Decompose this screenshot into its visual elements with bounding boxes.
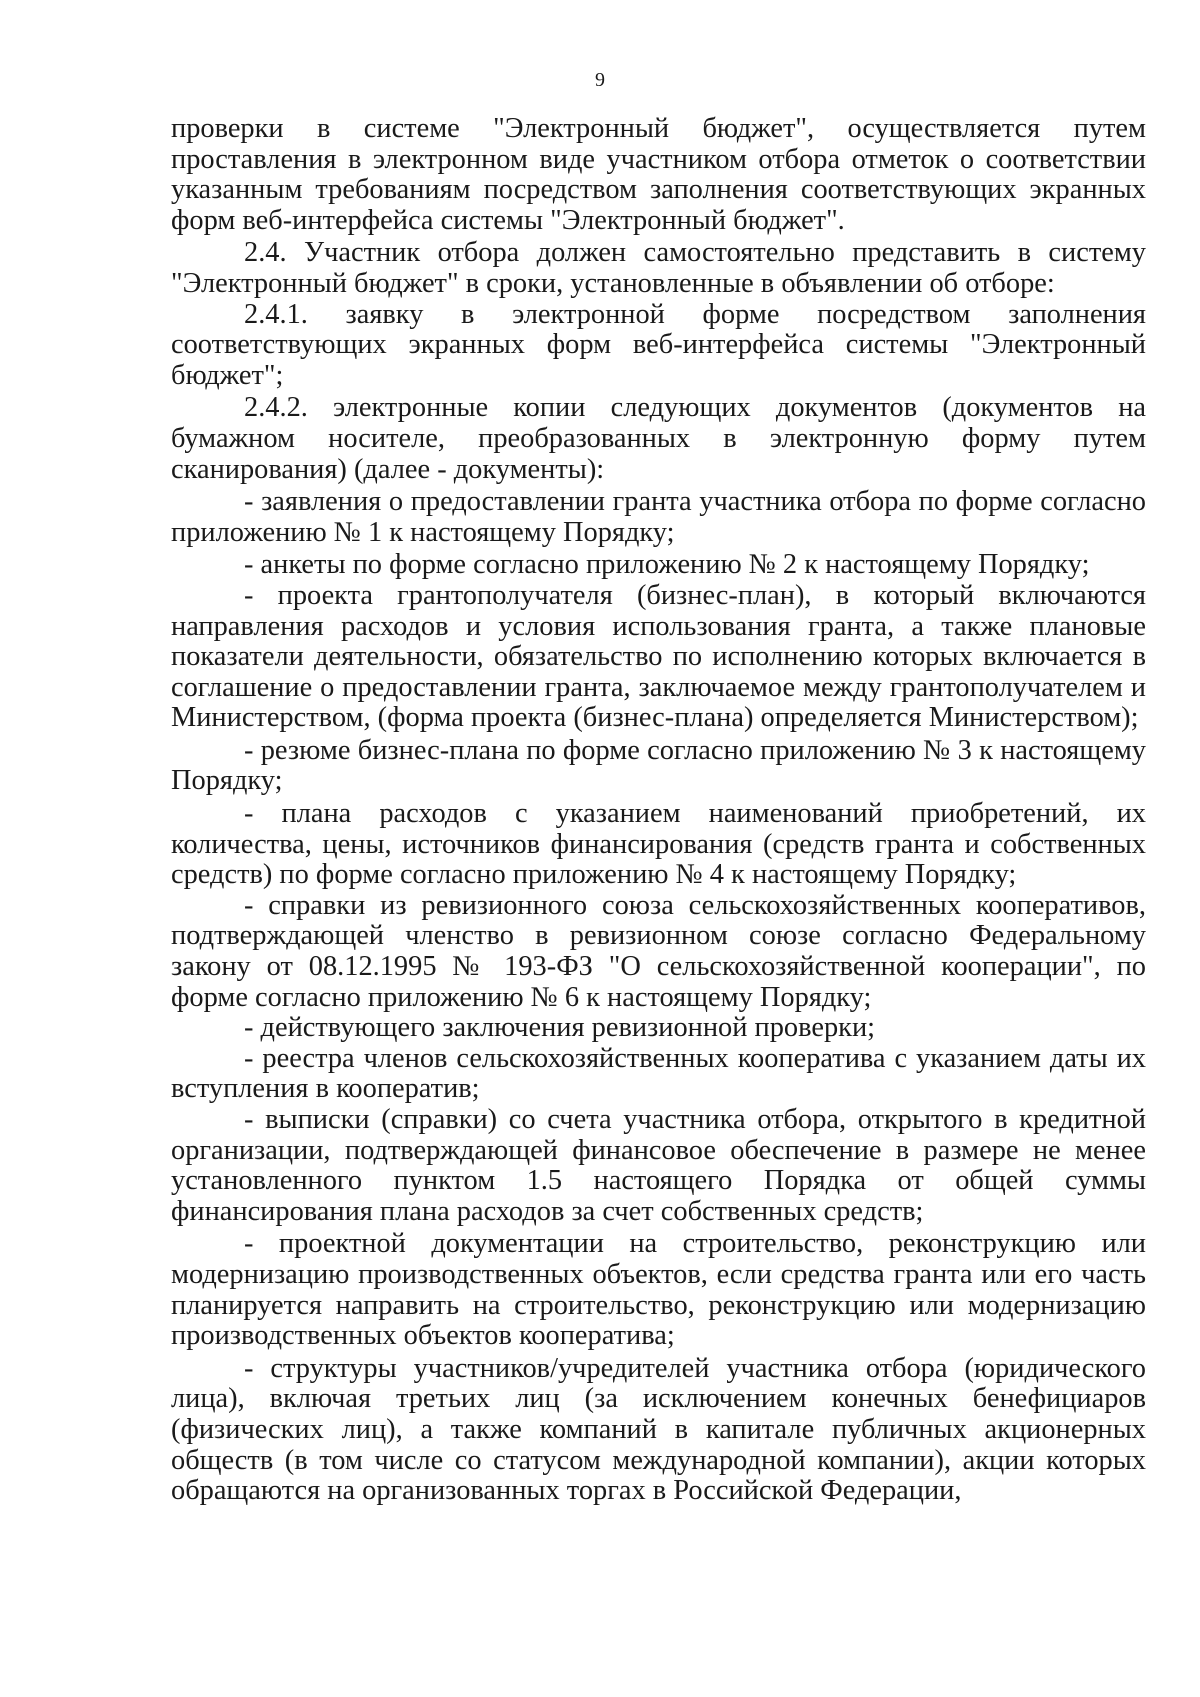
list-item: - анкеты по форме согласно приложению № 2 к настоящему Порядку;	[244, 549, 1090, 581]
list-item: - заявления о предоставлении гранта участника отбора по форме согласно приложению № 1 к настоящему Порядку;	[171, 486, 1146, 548]
paragraph: 2.4.1. заявку в электронной форме посредством заполнения соответствующих экранных форм веб-интерфейса системы "Электронный бюджет";	[171, 298, 1146, 391]
list-item: - реестра членов сельскохозяйственных кооператива с указанием даты их вступления в кооператив;	[171, 1042, 1146, 1105]
paragraph: 2.4. Участник отбора должен самостоятельно представить в систему "Электронный бюджет" в сроки, установленные в объявлении об отборе:	[171, 237, 1146, 299]
list-item: - справки из ревизионного союза сельскохозяйственных кооперативов, подтверждающей членство в ревизионном союзе согласно Федеральному закону от 08.12.1995 № 193-ФЗ "О сельскохозяйственной кооперации", по форме согласно приложению № 6 к настоящему Порядку;	[171, 889, 1146, 1013]
document-body	[171, 114, 1146, 1507]
paragraph: 2.4.2. электронные копии следующих документов (документов на бумажном носителе, преобразованных в электронную форму путем сканирования) (далее - документы):	[171, 392, 1146, 485]
list-item: - плана расходов с указанием наименований приобретений, их количества, цены, источников финансирования (средств гранта и собственных средств) по форме согласно приложению № 4 к настоящему Порядку;	[171, 798, 1146, 891]
paragraph: проверки в системе "Электронный бюджет", осуществляется путем проставления в электронном виде участником отбора отметок о соответствии указанным требованиям посредством заполнения соответствующих экранных форм веб-интерфейса системы "Электронный бюджет".	[171, 113, 1146, 236]
list-item: - действующего заключения ревизионной проверки;	[244, 1012, 876, 1044]
list-item: - проекта грантополучателя (бизнес-план), в который включаются направления расходов и условия использования гранта, а также плановые показатели деятельности, обязательство по исполнению которых включается в соглашение о предоставлении гранта, заключаемое между грантополучателем и Министерством, (форма проекта (бизнес-плана) определяется Министерством);	[171, 579, 1146, 734]
list-item: - резюме бизнес-плана по форме согласно приложению № 3 к настоящему Порядку;	[171, 734, 1146, 797]
page-number: 9	[595, 69, 605, 91]
list-item: - выписки (справки) со счета участника отбора, открытого в кредитной организации, подтверждающей финансовое обеспечение в размере не менее установленного пунктом 1.5 настоящего Порядка от общей суммы финансирования плана расходов за счет собственных средств;	[171, 1104, 1146, 1227]
list-item: - проектной документации на строительство, реконструкцию или модернизацию производственных объектов, если средства гранта или его часть планируется направить на строительство, реконструкцию или модернизацию производственных объектов кооператива;	[171, 1228, 1146, 1352]
list-item: - структуры участников/учредителей участника отбора (юридического лица), включая третьих лиц (за исключением конечных бенефициаров (физических лиц), а также компаний в капитале публичных акционерных обществ (в том числе со статусом международной компании), акции которых обращаются на организованных торгах в Российской Федерации,	[171, 1352, 1146, 1507]
